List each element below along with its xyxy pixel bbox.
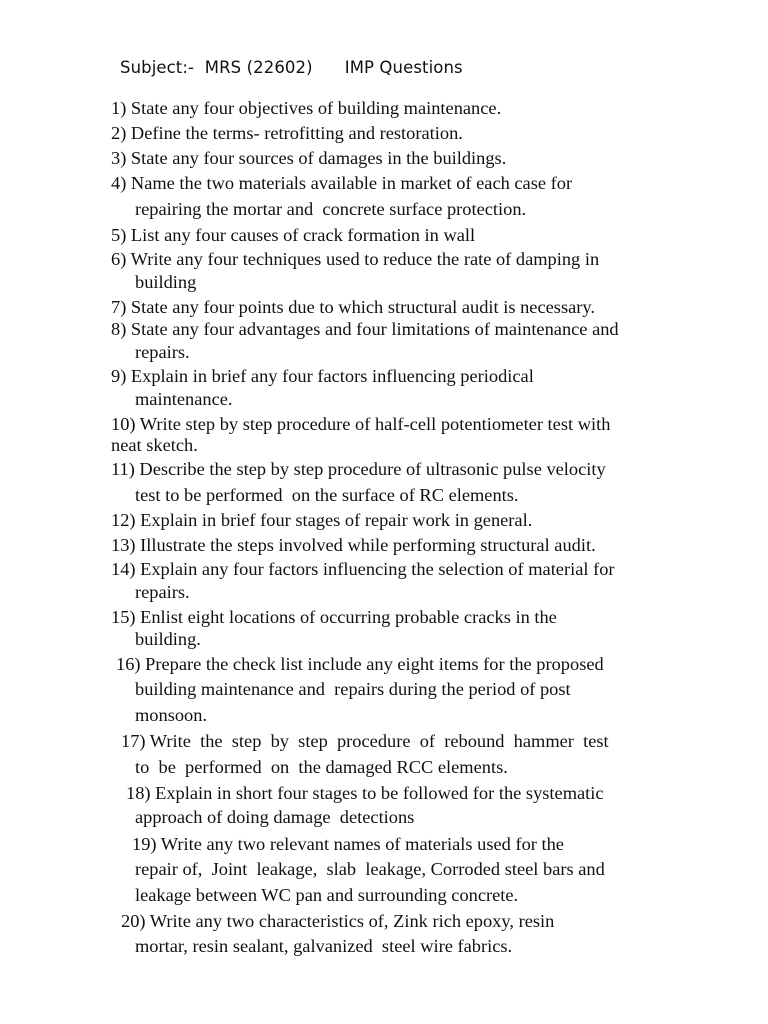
question-line: leakage between WC pan and surrounding concrete. [135,885,519,905]
question-line: 14) Explain any four factors influencing the selection of material for [111,559,615,579]
question-line: repairs. [135,582,190,602]
question-line: 9) Explain in brief any four factors influencing periodical [111,366,534,386]
question-line: test to be performed on the surface of RC elements. [135,485,519,505]
question-line: 12) Explain in brief four stages of repair work in general. [111,510,533,530]
question-line: mortar, resin sealant, galvanized steel wire fabrics. [135,936,513,956]
question-line: repair of, Joint leakage, slab leakage, Corroded steel bars and [135,859,605,879]
question-line: 18) Explain in short four stages to be followed for the systematic [126,783,604,803]
question-line: 19) Write any two relevant names of materials used for the [132,834,564,854]
question-line: 11) Describe the step by step procedure of ultrasonic pulse velocity [111,459,606,479]
question-line: 10) Write step by step procedure of half-cell potentiometer test with [111,414,611,434]
question-line: 20) Write any two characteristics of, Zink rich epoxy, resin [121,911,555,931]
question-line: 8) State any four advantages and four limitations of maintenance and [111,319,619,339]
subject-header: Subject:- MRS (22602) IMP Questions [120,58,463,77]
question-line: building [135,272,197,292]
question-line: 2) Define the terms- retrofitting and restoration. [111,123,463,143]
question-line: 16) Prepare the check list include any eight items for the proposed [116,654,604,674]
question-line: 17) Write the step by step procedure of rebound hammer test [121,731,609,751]
question-line: 4) Name the two materials available in market of each case for [111,173,573,193]
question-line: 5) List any four causes of crack formation in wall [111,225,476,245]
question-line: 6) Write any four techniques used to reduce the rate of damping in [111,249,600,269]
question-line: approach of doing damage detections [135,807,415,827]
question-line: 1) State any four objectives of building maintenance. [111,98,502,118]
question-line: 3) State any four sources of damages in the buildings. [111,148,507,168]
question-line: maintenance. [135,389,233,409]
question-line: to be performed on the damaged RCC elements. [135,757,508,777]
question-line: repairs. [135,342,190,362]
question-line: monsoon. [135,705,208,725]
question-line: neat sketch. [111,435,198,455]
question-line: 15) Enlist eight locations of occurring probable cracks in the [111,607,557,627]
question-line: repairing the mortar and concrete surface protection. [135,199,527,219]
question-line: 7) State any four points due to which structural audit is necessary. [111,297,595,317]
question-line: building maintenance and repairs during the period of post [135,679,571,699]
question-line: 13) Illustrate the steps involved while performing structural audit. [111,535,596,555]
question-line: building. [135,629,201,649]
